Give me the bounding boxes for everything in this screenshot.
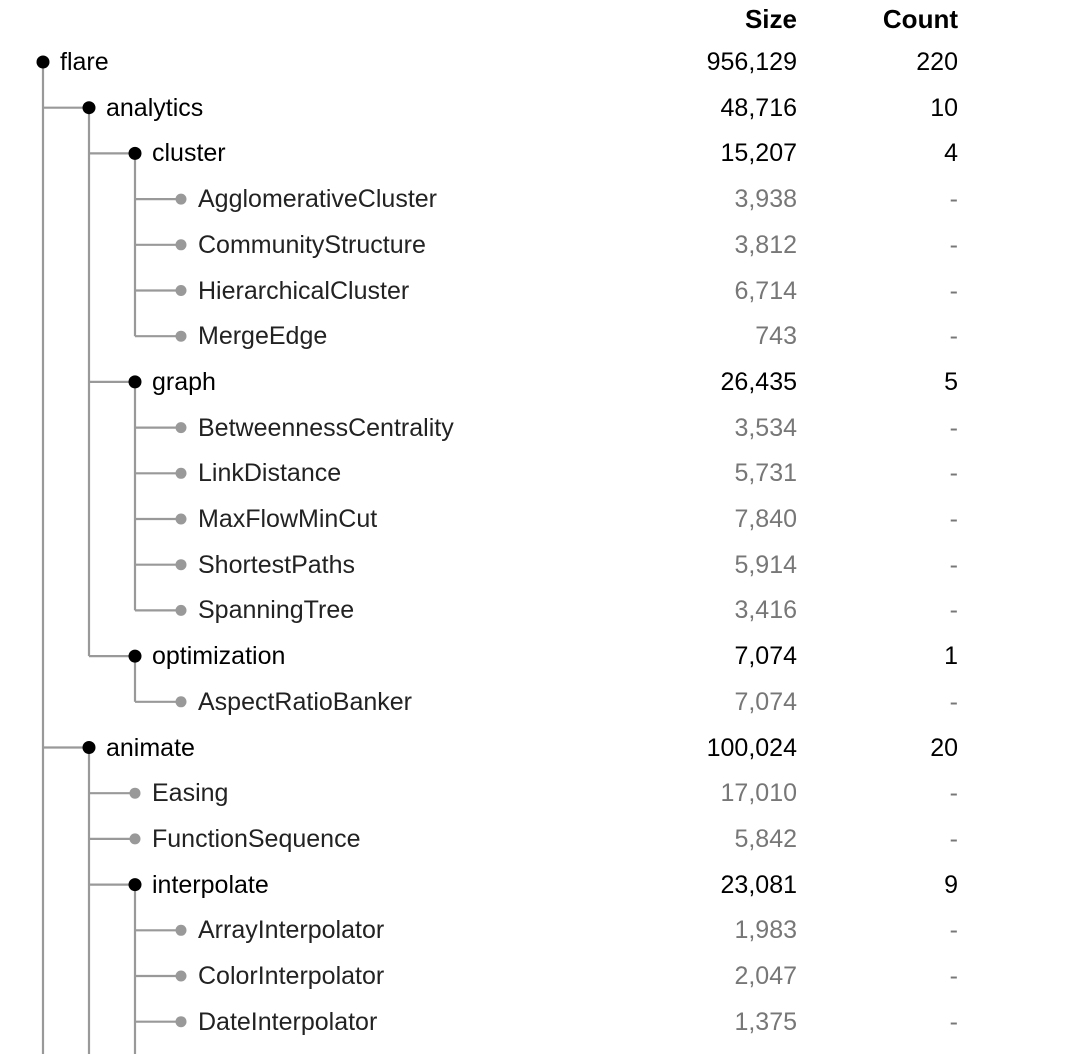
count-column-header: Count xyxy=(882,4,958,34)
node-count: 1 xyxy=(944,642,958,671)
node-size: 3,416 xyxy=(734,596,797,625)
node-size: 7,074 xyxy=(734,642,797,671)
node-label: MergeEdge xyxy=(198,322,328,351)
tree-row[interactable] xyxy=(0,450,1080,496)
node-size: 26,435 xyxy=(720,367,797,396)
node-label: FunctionSequence xyxy=(152,824,361,853)
node-size: 2,047 xyxy=(734,962,797,990)
tree-row[interactable] xyxy=(0,405,1080,451)
node-size: 5,914 xyxy=(734,550,797,579)
node-count: 220 xyxy=(916,48,958,76)
node-label: graph xyxy=(152,367,216,396)
tree-row[interactable] xyxy=(0,907,1080,953)
tree-row[interactable] xyxy=(0,542,1080,588)
node-label: LinkDistance xyxy=(198,459,342,488)
node-count: - xyxy=(949,916,958,945)
node-size: 100,024 xyxy=(706,733,797,762)
tree-row[interactable] xyxy=(0,862,1080,908)
tree-row[interactable] xyxy=(0,313,1080,359)
tree-row[interactable] xyxy=(0,770,1080,816)
node-count: 5 xyxy=(944,367,958,396)
node-count: - xyxy=(949,824,958,853)
node-count: - xyxy=(949,413,958,442)
node-label: optimization xyxy=(152,642,286,671)
node-count: - xyxy=(949,185,958,214)
tree-row[interactable] xyxy=(0,130,1080,176)
node-label: CommunityStructure xyxy=(198,230,426,259)
tree-row[interactable] xyxy=(0,176,1080,222)
node-size: 3,534 xyxy=(734,413,797,442)
tree-row[interactable] xyxy=(0,222,1080,268)
tree-row[interactable] xyxy=(0,85,1080,131)
tree-row[interactable] xyxy=(0,999,1080,1045)
tree-row[interactable] xyxy=(0,359,1080,405)
tree-row[interactable] xyxy=(0,268,1080,314)
node-label: Easing xyxy=(152,779,229,808)
node-size: 48,716 xyxy=(720,93,797,122)
node-size: 3,938 xyxy=(734,185,797,214)
node-count: 4 xyxy=(944,139,958,168)
node-size: 956,129 xyxy=(706,48,797,76)
tree-row[interactable] xyxy=(0,725,1080,771)
node-size: 7,840 xyxy=(734,505,797,533)
node-label: AgglomerativeCluster xyxy=(198,185,437,214)
tree-row[interactable] xyxy=(0,39,1080,85)
node-size: 5,842 xyxy=(734,824,797,853)
size-column-header: Size xyxy=(744,4,797,34)
node-size: 1,983 xyxy=(734,916,797,945)
node-count: - xyxy=(949,550,958,579)
node-label: DateInterpolator xyxy=(198,1007,378,1036)
node-label: cluster xyxy=(152,139,226,168)
tree-row[interactable] xyxy=(0,496,1080,542)
node-count: 10 xyxy=(930,93,958,122)
node-label: BetweennessCentrality xyxy=(198,413,454,442)
node-size: 7,074 xyxy=(734,687,797,716)
node-count: - xyxy=(949,459,958,488)
node-size: 23,081 xyxy=(720,870,797,899)
node-count: - xyxy=(949,962,958,990)
node-count: - xyxy=(949,505,958,533)
node-count: - xyxy=(949,779,958,808)
node-size: 6,714 xyxy=(734,276,797,305)
node-size: 17,010 xyxy=(720,779,797,808)
node-size: 743 xyxy=(755,322,797,351)
node-count: - xyxy=(949,322,958,351)
node-label: AspectRatioBanker xyxy=(198,687,413,716)
node-label: ArrayInterpolator xyxy=(198,916,385,945)
node-count: - xyxy=(949,276,958,305)
node-label: flare xyxy=(60,48,109,76)
node-label: interpolate xyxy=(152,870,269,899)
node-label: analytics xyxy=(106,93,204,122)
node-label: HierarchicalCluster xyxy=(198,276,410,305)
tree-row[interactable] xyxy=(0,679,1080,725)
node-count: - xyxy=(949,230,958,259)
node-count: - xyxy=(949,687,958,716)
tree-row[interactable] xyxy=(0,633,1080,679)
tree-row[interactable] xyxy=(0,953,1080,999)
node-label: ShortestPaths xyxy=(198,550,356,579)
tree-row[interactable] xyxy=(0,587,1080,633)
node-count: 9 xyxy=(944,870,958,899)
node-label: ColorInterpolator xyxy=(198,962,385,990)
node-size: 5,731 xyxy=(734,459,797,488)
node-size: 1,375 xyxy=(734,1007,797,1036)
node-label: animate xyxy=(106,733,195,762)
node-count: - xyxy=(949,1007,958,1036)
node-label: SpanningTree xyxy=(198,596,355,625)
node-size: 15,207 xyxy=(720,139,797,168)
node-label: MaxFlowMinCut xyxy=(198,505,378,533)
node-size: 3,812 xyxy=(734,230,797,259)
tree-row[interactable] xyxy=(0,816,1080,862)
node-count: - xyxy=(949,596,958,625)
node-count: 20 xyxy=(930,733,958,762)
